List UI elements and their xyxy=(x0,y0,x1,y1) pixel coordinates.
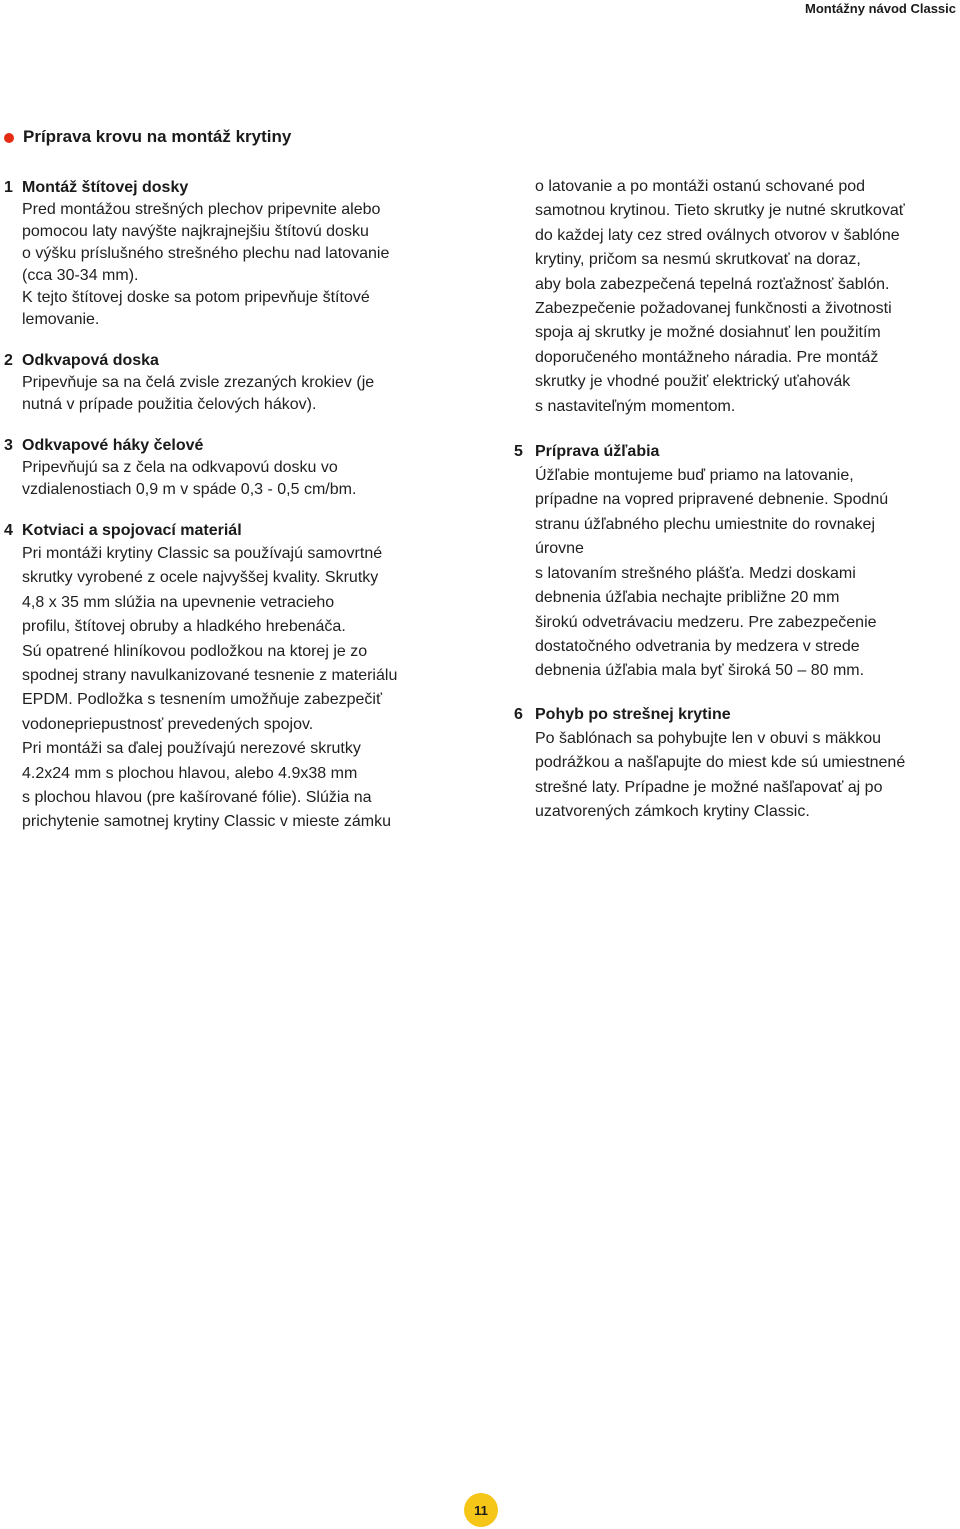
list-item xyxy=(4,435,474,501)
section-title-text: Príprava krovu na montáž krytiny xyxy=(23,127,292,146)
item-number: 4 xyxy=(4,522,13,539)
item-text: Pripevňuje sa na čelá zvisle zrezaných krokiev (je nutná v prípade použitia čelových hákov). xyxy=(22,374,375,413)
bullet-icon xyxy=(4,133,14,143)
item-text-continued: o latovanie a po montáži ostanú schované pod samotnou krytinou. Tieto skrutky je nutné skrutkovať do každej laty cez stred oválnych otvorov v šablóne krytiny, pričom sa nesmú skrutkovať na doraz, aby bola zabezpečená tepelná rozťažnosť šablón. Zabezpečenie požadovanej funkčnosti a životnosti spoja aj skrutky je možné dosiahnuť len použitím doporučeného montážneho náradia. Pre montáž skrutky je vhodné použiť elektrický uťahovák s nastaviteľným momentom. xyxy=(535,178,905,415)
item-title: Kotviaci a spojovací materiál xyxy=(22,522,242,539)
item-text: Po šablónach sa pohybujte len v obuvi s mäkkou podrážkou a našľapujte do miest kde sú umiestnené strešné laty. Prípadne je možné našľapovať aj po uzatvorených zámkoch krytiny Classic. xyxy=(535,729,906,820)
item-text: Pripevňujú sa z čela na odkvapovú dosku vo vzdialenostiach 0,9 m v spáde 0,3 - 0,5 cm/bm. xyxy=(22,459,357,498)
left-column xyxy=(4,177,474,854)
item-title: Montáž štítovej dosky xyxy=(22,179,189,196)
item-text: Pred montážou strešných plechov pripevnite alebo pomocou laty navýšte najkrajnejšiu štítovú dosku o výšku príslušného strešného plechu nad latovanie (cca 30-34 mm). K tejto štítovej doske sa potom pripevňuje štítové lemovanie. xyxy=(22,201,390,328)
list-item xyxy=(4,350,474,416)
list-item xyxy=(4,177,474,331)
list-item xyxy=(514,440,960,684)
item-number: 6 xyxy=(514,705,523,723)
item-title: Odkvapové háky čelové xyxy=(22,437,204,454)
item-number: 2 xyxy=(4,352,13,369)
item-title: Príprava úžľabia xyxy=(535,443,660,461)
item-text: Úžľabie montujeme buď priamo na latovanie, prípadne na vopred pripravené debnenie. Spodnú stranu úžľabného plechu umiestnite do rovnakej úrovne s latovaním strešného plášťa. Medzi doskami debnenia úžľabia nechajte približne 20 mm širokú odvetrávaciu medzeru. Pre zabezpečenie dostatočného odvetrania by medzera v strede debnenia úžľabia mala byť široká 50 – 80 mm. xyxy=(535,467,889,680)
section-title xyxy=(4,127,291,147)
item-number: 5 xyxy=(514,443,523,461)
item-title: Odkvapová doska xyxy=(22,352,159,369)
item-number: 3 xyxy=(4,437,13,454)
right-column xyxy=(514,175,960,843)
item-number: 1 xyxy=(4,179,13,196)
page-number-badge: 11 xyxy=(464,1493,498,1527)
list-item xyxy=(514,703,960,825)
item-title: Pohyb po strešnej krytine xyxy=(535,705,731,723)
page-header: Montážny návod Classic xyxy=(805,1,956,16)
item-text: Pri montáži krytiny Classic sa používajú samovrtné skrutky vyrobené z ocele najvyššej kvality. Skrutky 4,8 x 35 mm slúžia na upevnenie vetracieho profilu, štítovej obruby a hladkého hrebenáča. Sú opatrené hliníkovou podložkou na ktorej je zo spodnej strany navulkanizované tesnenie z materiálu EPDM. Podložka s tesnením umožňuje zabezpečiť vodonepriepustnosť prevedených spojov. Pri montáži sa ďalej používajú nerezové skrutky 4.2x24 mm s plochou hlavou, alebo 4.9x38 mm s plochou hlavou (pre kašírované fólie). Slúžia na prichytenie samotnej krytiny Classic v mieste zámku xyxy=(22,545,398,831)
list-item xyxy=(4,520,474,835)
